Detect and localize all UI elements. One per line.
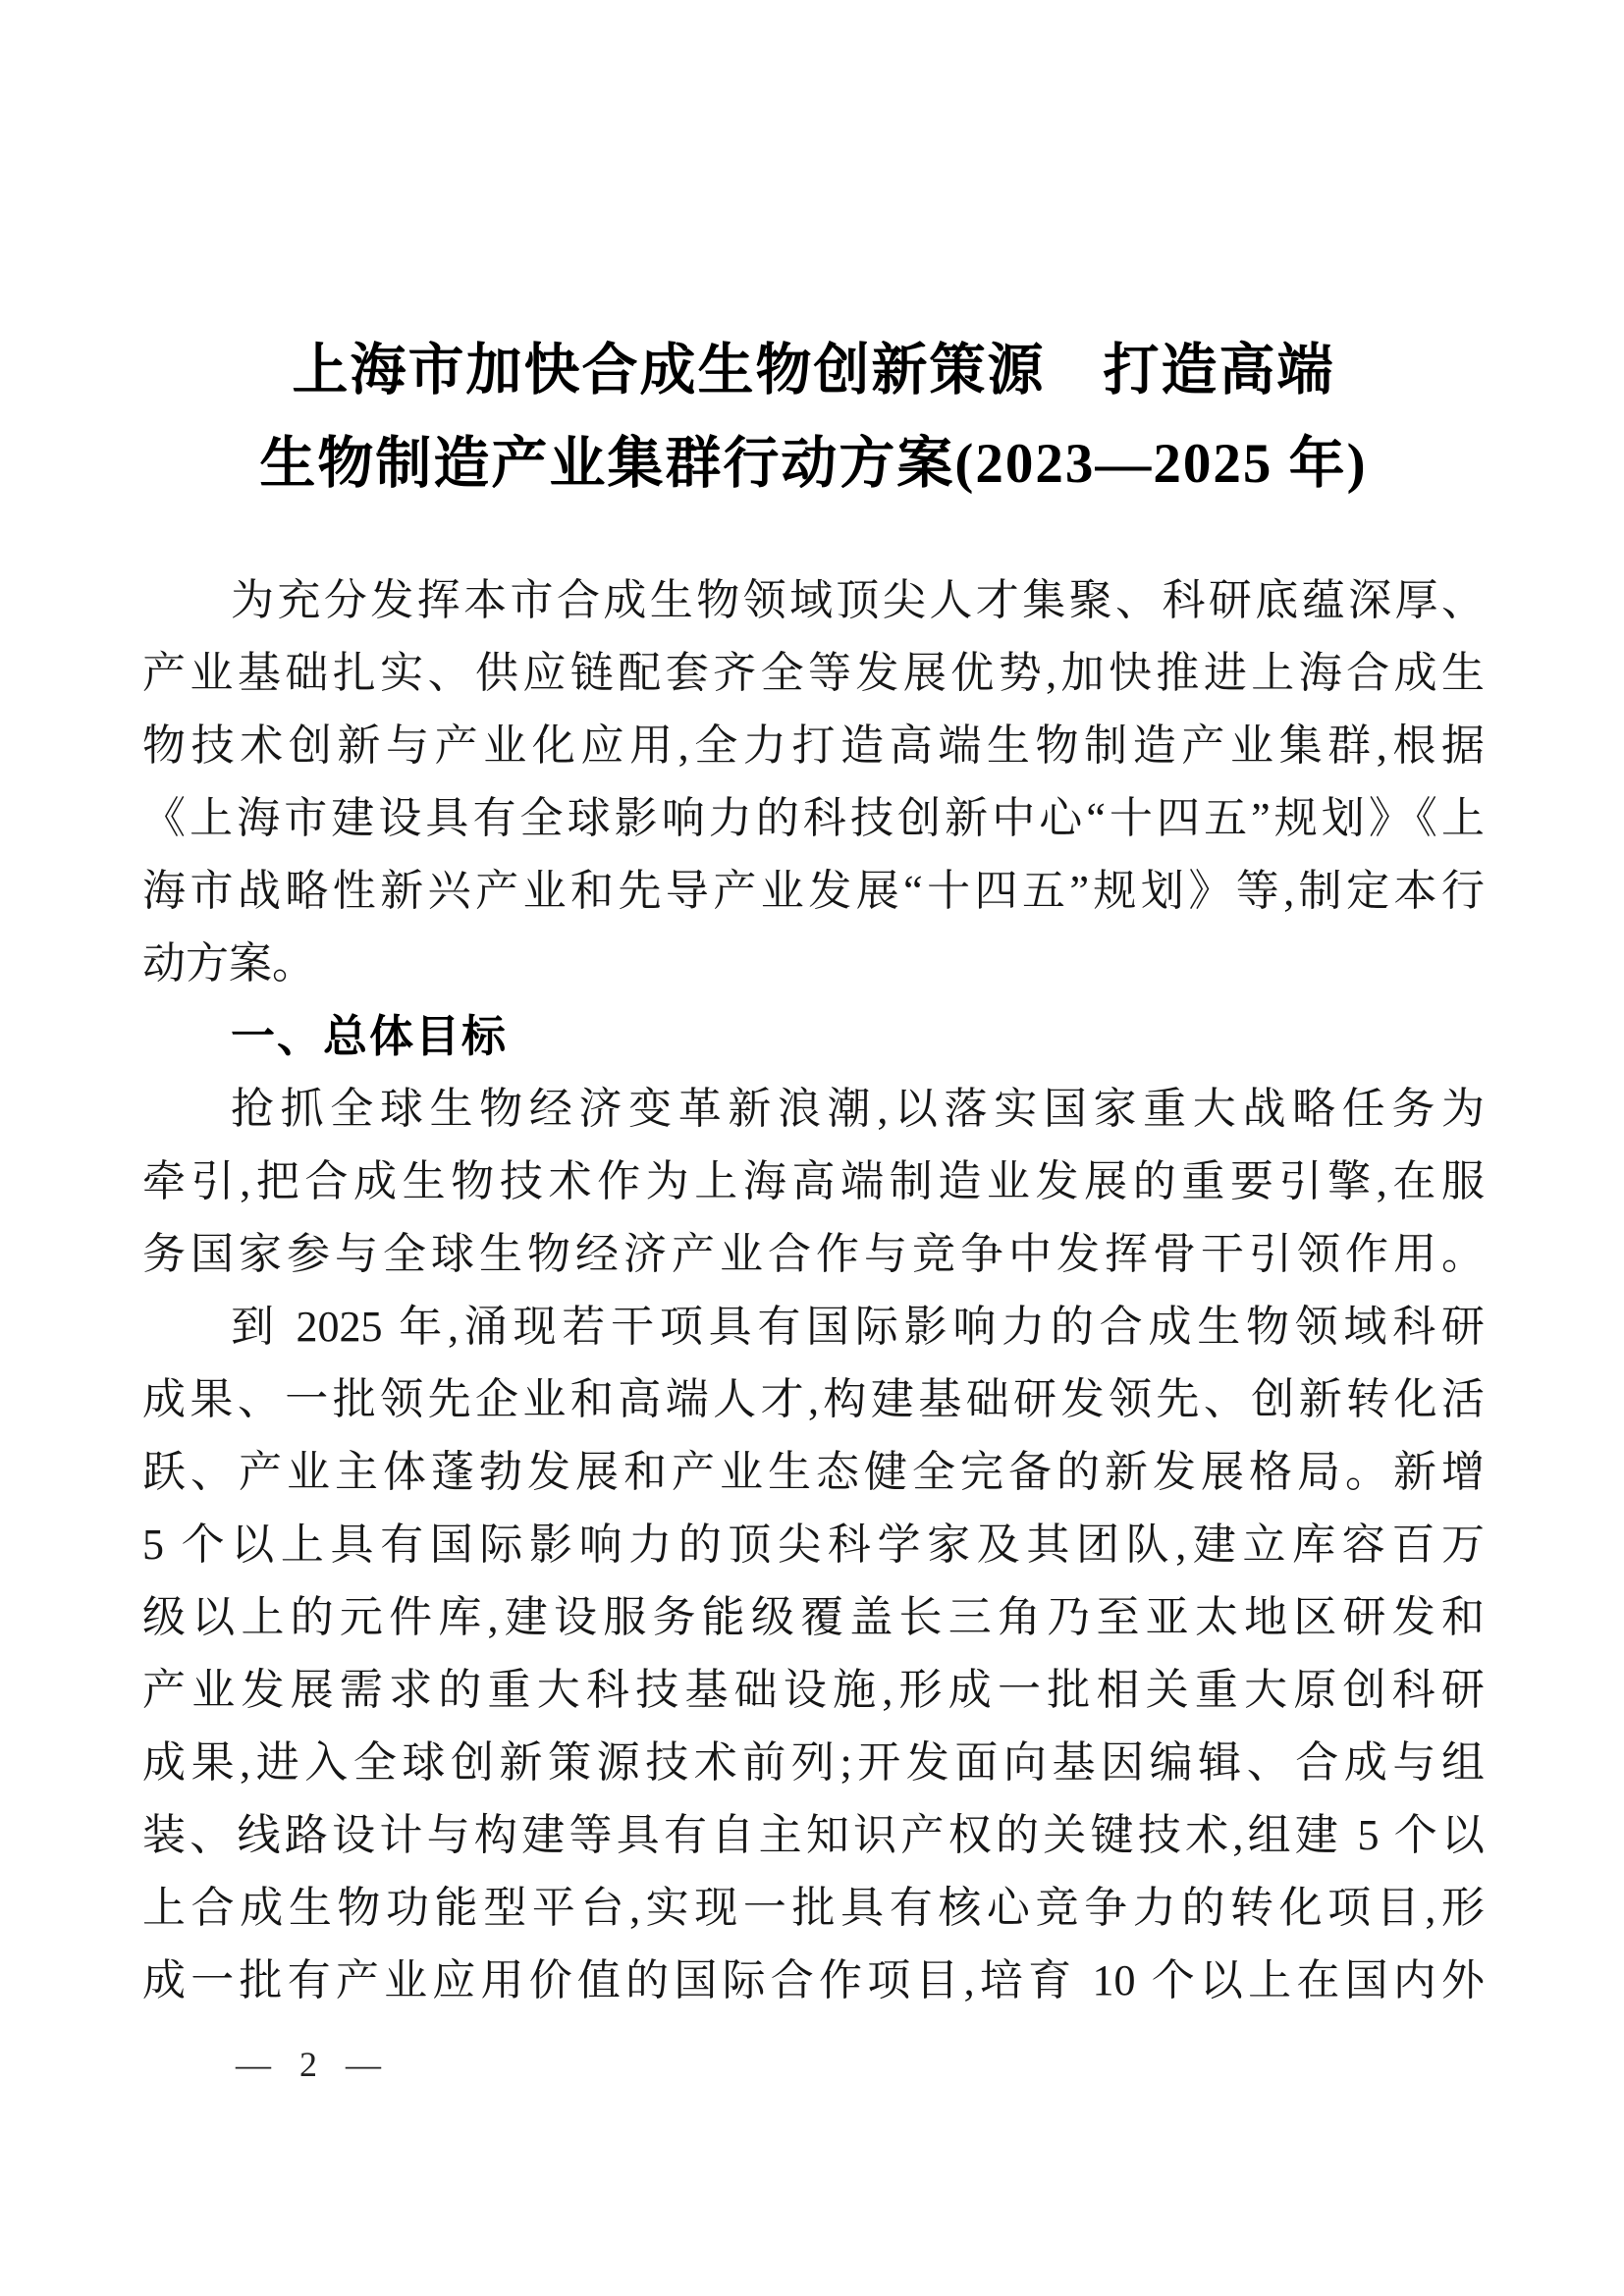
paragraph-2-line: 牵引,把合成生物技术作为上海高端制造业发展的重要引擎,在服 <box>142 1157 1485 1205</box>
paragraph-3-line: 产业发展需求的重大科技基础设施,形成一批相关重大原创科研 <box>142 1666 1485 1714</box>
document-title-line-1: 上海市加快合成生物创新策源 打造高端 <box>292 340 1335 401</box>
document-title-line-2: 生物制造产业集群行动方案(2023—2025 年) <box>259 433 1368 495</box>
paragraph-3-line: 级以上的元件库,建设服务能级覆盖长三角乃至亚太地区研发和 <box>142 1593 1485 1641</box>
paragraph-1-line: 海市战略性新兴产业和先导产业发展“十四五”规划》等,制定本行 <box>142 867 1485 915</box>
paragraph-2-line: 抢抓全球生物经济变革新浪潮,以落实国家重大战略任务为 <box>231 1085 1485 1133</box>
page-number: — 2 — <box>236 2045 391 2084</box>
document-title <box>142 324 1485 510</box>
paragraph-3-line: 5 个以上具有国际影响力的顶尖科学家及其团队,建立库容百万 <box>142 1521 1485 1569</box>
paragraph-1-line: 动方案。 <box>142 939 315 988</box>
paragraph-3-line: 到 2025 年,涌现若干项具有国际影响力的合成生物领域科研 <box>231 1303 1485 1351</box>
document-body <box>142 564 1485 2017</box>
paragraph-1-line: 为充分发挥本市合成生物领域顶尖人才集聚、科研底蕴深厚、 <box>231 576 1485 624</box>
paragraph-3-line: 成果、一批领先企业和高端人才,构建基础研发领先、创新转化活 <box>142 1375 1485 1423</box>
paragraph-1-line: 《上海市建设具有全球影响力的科技创新中心“十四五”规划》《上 <box>142 794 1485 842</box>
paragraph-3-line: 跃、产业主体蓬勃发展和产业生态健全完备的新发展格局。新增 <box>142 1448 1485 1496</box>
paragraph-3-line: 装、线路设计与构建等具有自主知识产权的关键技术,组建 5 个以 <box>142 1811 1485 1859</box>
section-heading-overall-goals: 一、总体目标 <box>231 1011 509 1061</box>
paragraph-3-line: 成一批有产业应用价值的国际合作项目,培育 10 个以上在国内外 <box>142 1956 1485 2004</box>
paragraph-1-line: 产业基础扎实、供应链配套齐全等发展优势,加快推进上海合成生 <box>142 649 1485 697</box>
paragraph-2-line: 务国家参与全球生物经济产业合作与竞争中发挥骨干引领作用。 <box>142 1230 1485 1278</box>
paragraph-1-line: 物技术创新与产业化应用,全力打造高端生物制造产业集群,根据 <box>142 721 1485 770</box>
paragraph-3-line: 成果,进入全球创新策源技术前列;开发面向基因编辑、合成与组 <box>142 1738 1485 1787</box>
paragraph-3-line: 上合成生物功能型平台,实现一批具有核心竞争力的转化项目,形 <box>142 1884 1485 1932</box>
